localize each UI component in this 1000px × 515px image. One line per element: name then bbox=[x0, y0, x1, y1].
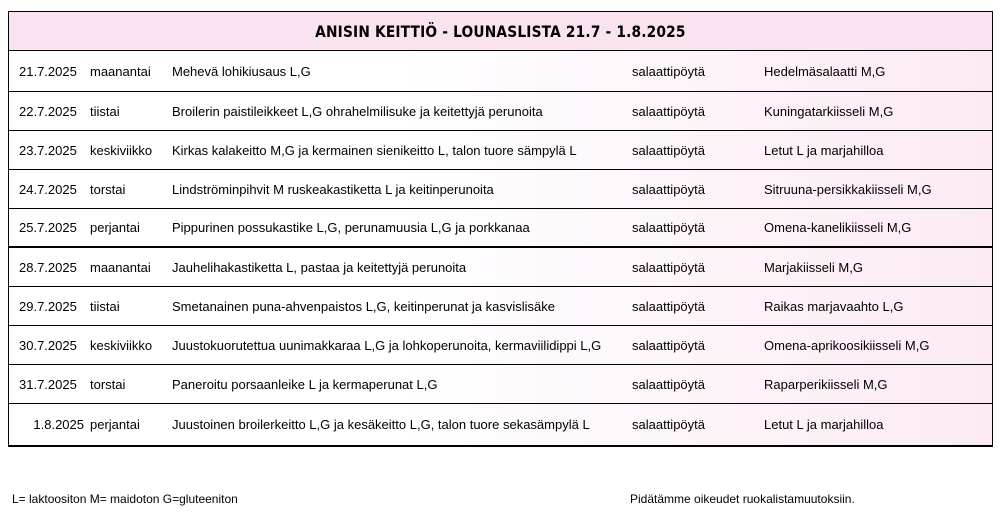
row-salad: salaattipöytä bbox=[632, 259, 705, 275]
menu-title: ANISIN KEITTIÖ - LOUNASLISTA 21.7 - 1.8.2025 bbox=[315, 21, 686, 41]
row-weekday: tiistai bbox=[90, 298, 120, 314]
lunch-menu-sheet bbox=[8, 11, 993, 447]
row-salad: salaattipöytä bbox=[632, 142, 705, 158]
row-dessert: Raparperikiisseli M,G bbox=[764, 376, 888, 392]
changes-disclaimer: Pidätämme oikeudet ruokalistamuutoksiin. bbox=[630, 492, 855, 506]
row-main-dish: Mehevä lohikiusaus L,G bbox=[172, 63, 311, 79]
row-dessert: Omena-aprikoosikiisseli M,G bbox=[764, 337, 930, 353]
row-main-dish: Jauhelihakastiketta L, pastaa ja keitettyjä perunoita bbox=[172, 259, 467, 275]
menu-row-2 bbox=[9, 92, 992, 131]
row-salad: salaattipöytä bbox=[632, 63, 705, 79]
row-dessert: Marjakiisseli M,G bbox=[764, 259, 863, 275]
row-date: 25.7.2025 bbox=[19, 220, 77, 235]
row-date: 30.7.2025 bbox=[19, 337, 77, 353]
menu-row-6 bbox=[9, 248, 992, 287]
menu-row-7 bbox=[9, 287, 992, 326]
menu-row-5 bbox=[9, 209, 992, 248]
row-weekday: maanantai bbox=[90, 63, 151, 79]
menu-row-8 bbox=[9, 326, 992, 365]
row-dessert: Kuningatarkiisseli M,G bbox=[764, 103, 894, 119]
row-dessert: Letut L ja marjahilloa bbox=[764, 417, 884, 432]
row-date: 24.7.2025 bbox=[19, 181, 77, 197]
row-date: 29.7.2025 bbox=[19, 298, 77, 314]
menu-row-9 bbox=[9, 365, 992, 404]
row-main-dish: Juustoinen broilerkeitto L,G ja kesäkeitto L,G, talon tuore sekasämpylä L bbox=[172, 417, 590, 432]
row-main-dish: Lindströminpihvit M ruskeakastiketta L ja keitinperunoita bbox=[172, 181, 494, 197]
row-salad: salaattipöytä bbox=[632, 220, 705, 235]
row-main-dish: Kirkas kalakeitto M,G ja kermainen sienikeitto L, talon tuore sämpylä L bbox=[172, 142, 577, 158]
row-dessert: Omena-kanelikiisseli M,G bbox=[764, 220, 912, 235]
row-dessert: Hedelmäsalaatti M,G bbox=[764, 63, 886, 79]
menu-row-4 bbox=[9, 170, 992, 209]
row-date: 31.7.2025 bbox=[19, 376, 77, 392]
row-date: 22.7.2025 bbox=[19, 103, 77, 119]
row-dessert: Letut L ja marjahilloa bbox=[764, 142, 884, 158]
row-weekday: torstai bbox=[90, 376, 126, 392]
menu-table bbox=[8, 51, 993, 447]
allergen-legend: L= laktoositon M= maidoton G=gluteeniton bbox=[12, 492, 238, 506]
row-salad: salaattipöytä bbox=[632, 181, 705, 197]
title-banner bbox=[8, 11, 993, 51]
row-salad: salaattipöytä bbox=[632, 298, 705, 314]
row-date: 1.8.2025 bbox=[33, 417, 84, 432]
row-main-dish: Broilerin paistileikkeet L,G ohrahelmilisuke ja keitettyjä perunoita bbox=[172, 103, 543, 119]
menu-row-1 bbox=[9, 51, 992, 92]
row-weekday: maanantai bbox=[90, 259, 151, 275]
row-salad: salaattipöytä bbox=[632, 417, 705, 432]
row-salad: salaattipöytä bbox=[632, 337, 705, 353]
row-weekday: tiistai bbox=[90, 103, 120, 119]
row-main-dish: Juustokuorutettua uunimakkaraa L,G ja lohkoperunoita, kermaviilidippi L,G bbox=[172, 337, 602, 353]
row-dessert: Sitruuna-persikkakiisseli M,G bbox=[764, 181, 932, 197]
row-date: 23.7.2025 bbox=[19, 142, 77, 158]
menu-row-3 bbox=[9, 131, 992, 170]
row-weekday: keskiviikko bbox=[90, 142, 153, 158]
row-salad: salaattipöytä bbox=[632, 103, 705, 119]
row-weekday: perjantai bbox=[90, 417, 140, 432]
row-main-dish: Smetanainen puna-ahvenpaistos L,G, keitinperunat ja kasvislisäke bbox=[172, 298, 556, 314]
row-main-dish: Paneroitu porsaanleike L ja kermaperunat L,G bbox=[172, 376, 438, 392]
row-weekday: perjantai bbox=[90, 220, 140, 235]
row-weekday: torstai bbox=[90, 181, 126, 197]
row-salad: salaattipöytä bbox=[632, 376, 705, 392]
row-main-dish: Pippurinen possukastike L,G, perunamuusia L,G ja porkkanaa bbox=[172, 220, 530, 235]
row-date: 28.7.2025 bbox=[19, 259, 77, 275]
row-date: 21.7.2025 bbox=[19, 63, 77, 79]
menu-row-10 bbox=[9, 404, 992, 445]
row-weekday: keskiviikko bbox=[90, 337, 153, 353]
row-dessert: Raikas marjavaahto L,G bbox=[764, 298, 904, 314]
